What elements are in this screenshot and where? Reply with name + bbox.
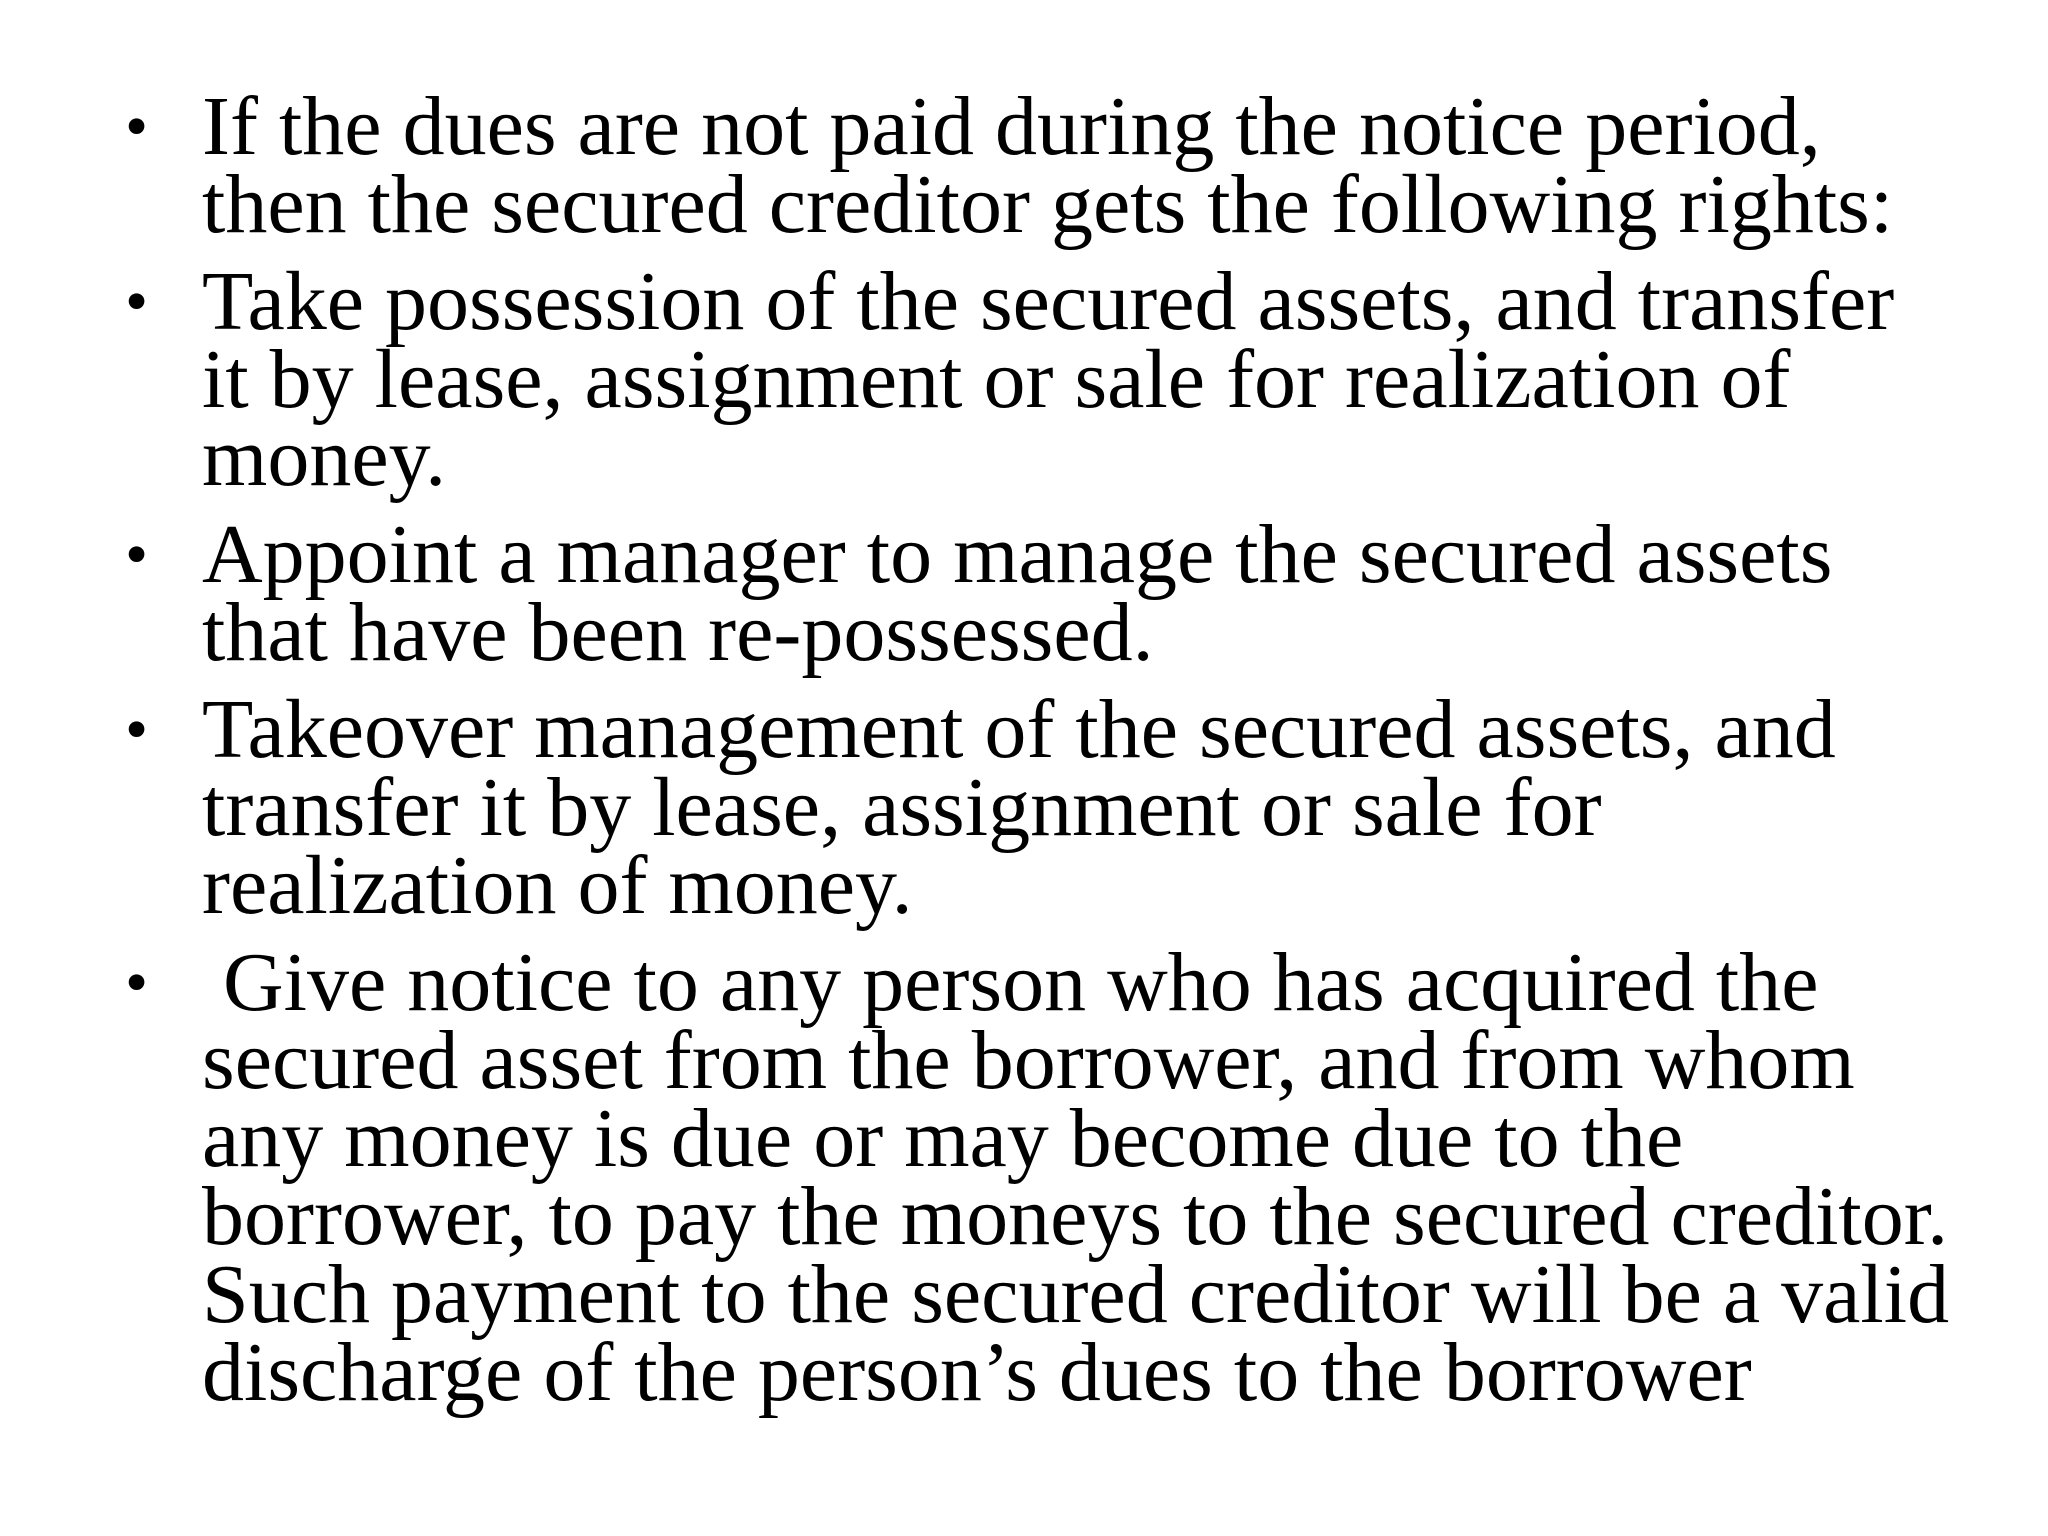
bullet-icon: • — [125, 693, 149, 766]
bullet-icon: • — [125, 518, 149, 591]
bullet-icon: • — [125, 90, 149, 163]
bullet-item-3 — [125, 508, 1955, 679]
bullet-icon: • — [125, 946, 149, 1019]
bullet-text-2: Take possession of the secured assets, and transfer it by lease, assignment or sale for realization of money. — [202, 255, 1895, 504]
bullet-item-2 — [125, 255, 1955, 504]
bullet-text-4: Takeover management of the secured assets, and transfer it by lease, assignment or sale for realization of money. — [202, 683, 1836, 932]
bullet-item-1 — [125, 80, 1955, 251]
bullet-item-5 — [125, 936, 1955, 1419]
bullet-text-3: Appoint a manager to manage the secured assets that have been re-possessed. — [202, 508, 1833, 679]
bullet-text-5: Give notice to any person who has acquired the secured asset from the borrower, and from whom any money is due or may become due to the borrower, to pay the moneys to the secured creditor. Such payment to the secured creditor will be a valid discharge of the person’s dues to the borrower — [202, 936, 1950, 1419]
bullet-text-1: If the dues are not paid during the notice period, then the secured creditor gets the following rights: — [202, 80, 1894, 251]
bullet-list — [125, 80, 1955, 1431]
bullet-item-4 — [125, 683, 1955, 932]
bullet-icon: • — [125, 265, 149, 338]
